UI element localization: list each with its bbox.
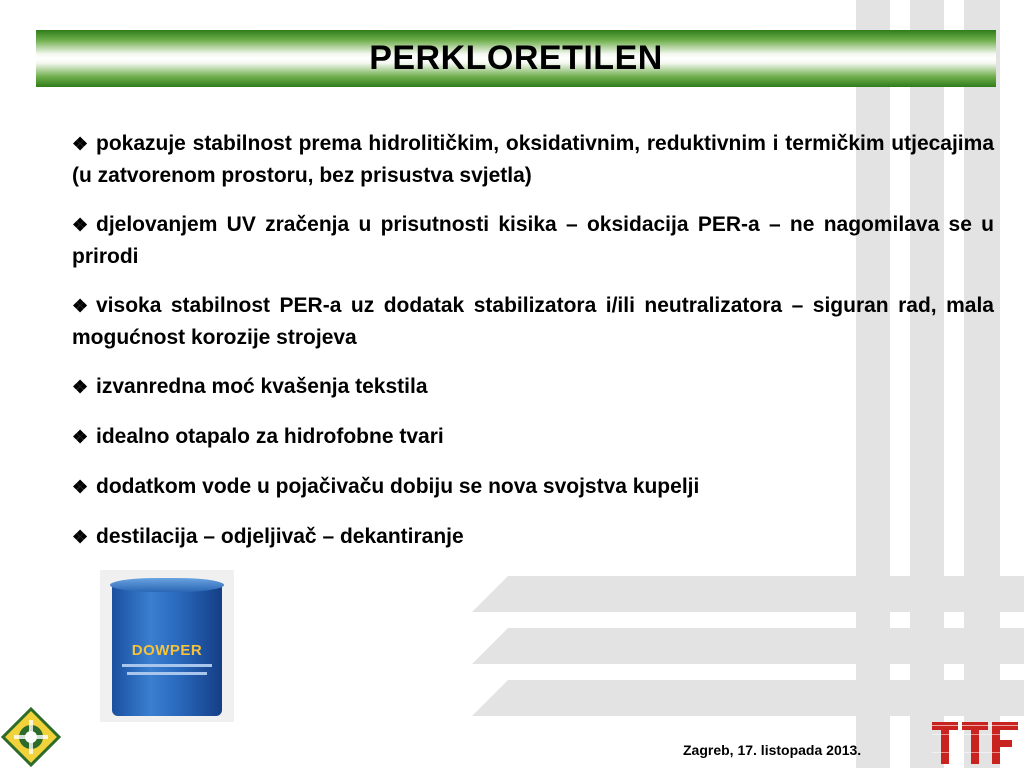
background-diagonal-stripe-2: [472, 628, 1024, 664]
diamond-bullet-icon: ❖: [72, 377, 89, 397]
institution-logo: [0, 706, 62, 768]
bullet-list: [72, 128, 994, 571]
bullet-text: visoka stabilnost PER-a uz dodatak stabilizatora i/ili neutralizatora – siguran rad, mala mogućnost korozije strojeva: [72, 294, 994, 349]
diamond-bullet-icon: ❖: [72, 527, 89, 547]
diamond-bullet-icon: ❖: [72, 296, 89, 316]
bullet-item: [72, 128, 994, 191]
bullet-text: idealno otapalo za hidrofobne tvari: [96, 425, 444, 448]
product-label: DOWPER: [131, 642, 203, 659]
bullet-text: izvanredna moć kvašenja tekstila: [96, 375, 428, 398]
product-photo: [100, 570, 234, 722]
background-diagonal-stripe-1: [472, 576, 1024, 612]
diamond-bullet-icon: ❖: [72, 215, 89, 235]
product-can: [112, 584, 222, 716]
diamond-bullet-icon: ❖: [72, 477, 89, 497]
label-fine-print: [122, 664, 212, 667]
background-diagonal-stripe-3: [472, 680, 1024, 716]
bullet-text: destilacija – odjeljivač – dekantiranje: [96, 525, 464, 548]
slide-title: PERKLORETILEN: [369, 39, 663, 77]
diamond-bullet-icon: ❖: [72, 134, 89, 154]
bullet-item: [72, 290, 994, 353]
footer-date: Zagreb, 17. listopada 2013.: [683, 742, 862, 758]
product-can-lid: [110, 578, 224, 592]
bullet-item: [72, 421, 994, 453]
label-fine-print: [127, 672, 207, 675]
diamond-bullet-icon: ❖: [72, 427, 89, 447]
bullet-text: djelovanjem UV zračenja u prisutnosti kisika – oksidacija PER-a – ne nagomilava se u prirodi: [72, 213, 994, 268]
ttf-logo: [930, 720, 1020, 766]
bullet-item: [72, 521, 994, 553]
title-bar: [36, 30, 996, 87]
bullet-item: [72, 371, 994, 403]
bullet-item: [72, 209, 994, 272]
bullet-item: [72, 471, 994, 503]
bullet-text: dodatkom vode u pojačivaču dobiju se nova svojstva kupelji: [96, 475, 700, 498]
bullet-text: pokazuje stabilnost prema hidrolitičkim, oksidativnim, reduktivnim i termičkim utjecajima (u zatvorenom prostoru, bez prisustva svjetla): [72, 132, 994, 187]
